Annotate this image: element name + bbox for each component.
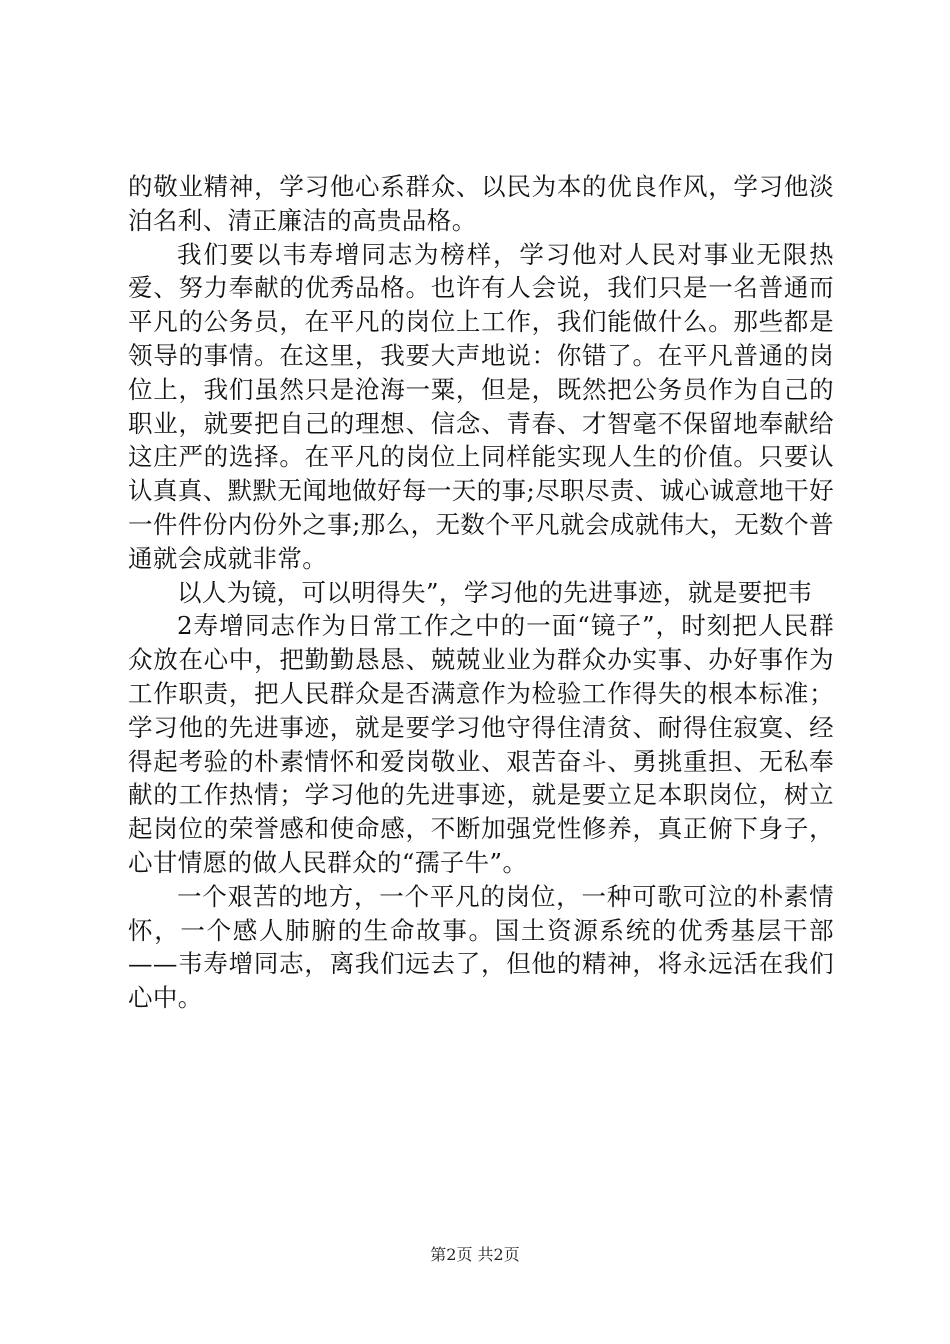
paragraph-1: 的敬业精神，学习他心系群众、以民为本的优良作风，学习他淡泊名利、清正廉洁的高贵品格。 [128, 172, 834, 235]
page-number-footer: 第2页 共2页 [430, 1245, 520, 1264]
paragraph-5: 一个艰苦的地方，一个平凡的岗位，一种可歌可泣的朴素情怀，一个感人肺腑的生命故事。国土资源系统的优秀基层干部——韦寿增同志，离我们远去了，但他的精神，将永远活在我们心中。 [128, 881, 834, 1013]
paragraph-2: 我们要以韦寿增同志为榜样，学习他对人民对事业无限热爱、努力奉献的优秀品格。也许有人会说，我们只是一名普通而平凡的公务员，在平凡的岗位上工作，我们能做什么。那些都是领导的事情。在这里，我要大声地说：你错了。在平凡普通的岗位上，我们虽然只是沧海一粟，但是，既然把公务员作为自己的职业，就要把自己的理想、信念、青春、才智毫不保留地奉献给这庄严的选择。在平凡的岗位上同样能实现人生的价值。只要认认真真、默默无闻地做好每一天的事;尽职尽责、诚心诚意地干好一件件份内份外之事;那么，无数个平凡就会成就伟大，无数个普通就会成就非常。 [128, 239, 834, 573]
paragraph-3: 以人为镜，可以明得失”，学习他的先进事迹，就是要把韦 [177, 577, 813, 607]
paragraph-4: 2寿增同志作为日常工作之中的一面“镜子”，时刻把人民群众放在心中，把勤勤恳恳、兢兢业业为群众办实事、办好事作为工作职责，把人民群众是否满意作为检验工作得失的根本标准；学习他的先进事迹，就是要学习他守得住清贫、耐得住寂寞、经得起考验的朴素情怀和爱岗敬业、艰苦奋斗、勇挑重担、无私奉献的工作热情；学习他的先进事迹，就是要立足本职岗位，树立起岗位的荣誉感和使命感，不断加强党性修养，真正俯下身子，心甘情愿的做人民群众的“孺子牛”。 [128, 611, 834, 877]
document-body [128, 170, 834, 1015]
